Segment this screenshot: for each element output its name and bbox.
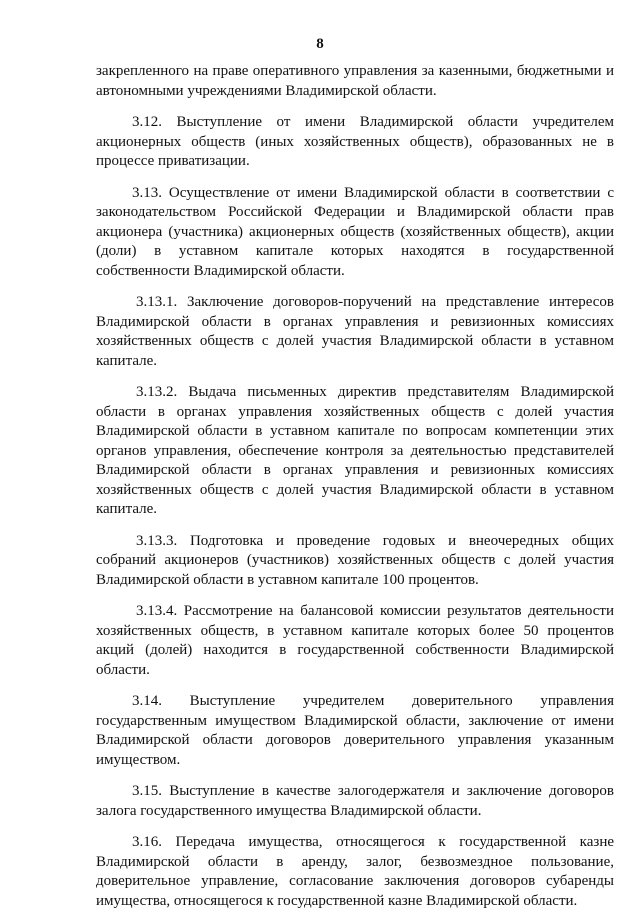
paragraph-3-13-1: 3.13.1. Заключение договоров-поручений на представление интересов Владимирской области в органах управления и ревизионных комиссиях хозяйственных обществ с долей участия Владимирской области в уставном капитале. [96, 294, 614, 369]
paragraph-continuation: закрепленного на праве оперативного управления за казенными, бюджетными и автономными учреждениями Владимирской области. [96, 63, 614, 99]
paragraph-3-13-2: 3.13.2. Выдача письменных директив представителям Владимирской области в органах управления хозяйственных обществ с долей участия Владимирской области в уставном капитале по вопросам компетенции этих органов управления, обеспечение контроля за деятельностью представителей Владимирской области в органах управления и ревизионных комиссиях хозяйственных обществ с долей участия Владимирской области в уставном капитале. [96, 384, 614, 517]
paragraph-3-15: 3.15. Выступление в качестве залогодержателя и заключение договоров залога государственного имущества Владимирской области. [96, 783, 614, 819]
page-number: 8 [316, 36, 324, 52]
paragraph-3-13: 3.13. Осуществление от имени Владимирской области в соответствии с законодательством Российской Федерации и Владимирской области прав акционера (участника) акционерных обществ (хозяйственных обществ), акции (доли) в уставном капитале которых находятся в государственной собственности Владимирской области. [96, 184, 614, 279]
paragraph-3-12: 3.12. Выступление от имени Владимирской области учредителем акционерных обществ (иных хозяйственных обществ), образованных не в процессе приватизации. [96, 114, 614, 169]
document-body [96, 62, 614, 923]
paragraph-3-13-4: 3.13.4. Рассмотрение на балансовой комиссии результатов деятельности хозяйственных обществ, в уставном капитале которых более 50 процентов акций (долей) находится в государственной собственности Владимирской области. [96, 603, 614, 678]
paragraph-3-13-3: 3.13.3. Подготовка и проведение годовых и внеочередных общих собраний акционеров (участников) хозяйственных обществ с долей участия Владимирской области в уставном капитале 100 процентов. [96, 532, 614, 588]
paragraph-3-14: 3.14. Выступление учредителем доверительного управления государственным имуществом Владимирской области, заключение от имени Владимирской области договоров доверительного управления указанным имуществом. [96, 693, 614, 768]
paragraph-3-16: 3.16. Передача имущества, относящегося к государственной казне Владимирской области в аренду, залог, безвозмездное пользование, доверительное управление, согласование заключения договоров субаренды имущества, относящегося к государственной казне Владимирской области. [96, 834, 614, 909]
